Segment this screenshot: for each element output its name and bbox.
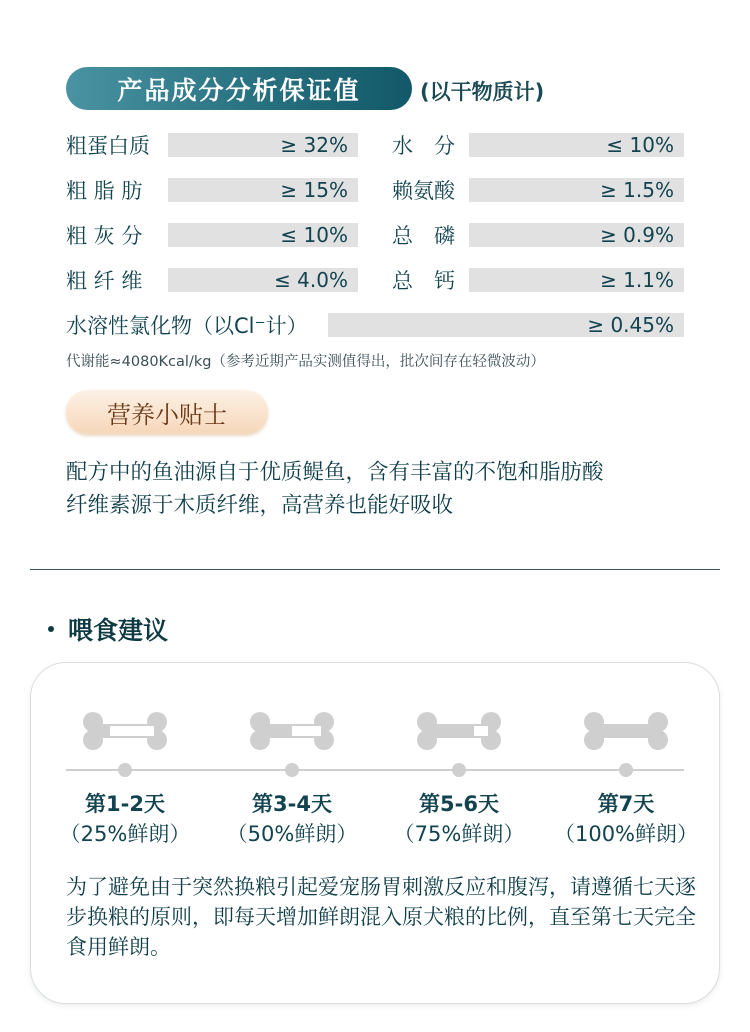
feeding-timeline — [66, 769, 684, 771]
stage-day-label: 第5-6天 — [419, 792, 499, 816]
nutrient-value: ≥ 1.5% — [469, 178, 684, 202]
nutrient-label: 赖氨酸 — [392, 179, 455, 203]
nutrient-label: 粗蛋白质 — [66, 134, 150, 158]
nutrient-phosphorus — [392, 222, 684, 248]
nutrient-crude-fiber — [66, 267, 358, 293]
stage-percent-label: （100%鲜朗） — [553, 822, 699, 846]
nutrient-label: 水溶性氯化物（以Cl⁻计） — [66, 314, 308, 338]
stage-day-label: 第1-2天 — [85, 792, 165, 816]
section-divider — [30, 569, 720, 570]
nutrient-value: ≥ 1.1% — [469, 268, 684, 292]
tips-line: 配方中的鱼油源自于优质鳀鱼，含有丰富的不饱和脂肪酸 — [66, 460, 604, 485]
nutrient-calcium — [392, 267, 684, 293]
feeding-title-text: 喂食建议 — [68, 616, 169, 645]
stage-percent-label: （50%鲜朗） — [226, 822, 358, 846]
nutrient-value: ≥ 15% — [168, 178, 358, 202]
nutrient-value: ≤ 4.0% — [168, 268, 358, 292]
nutrient-value: ≥ 0.9% — [469, 223, 684, 247]
bone-icon — [250, 712, 334, 750]
bone-icon — [83, 712, 167, 750]
bone-icon — [417, 712, 501, 750]
bone-icon — [584, 712, 668, 750]
nutrient-label: 粗 纤 维 — [66, 269, 143, 293]
nutrient-value: ≤ 10% — [469, 133, 684, 157]
nutrient-crude-protein — [66, 132, 358, 158]
tips-title: 营养小贴士 — [66, 390, 268, 434]
nutrient-label: 水 分 — [392, 134, 455, 158]
energy-note: 代谢能≈4080Kcal/kg（参考近期产品实测值得出，批次间存在轻微波动） — [66, 354, 545, 370]
nutrient-moisture — [392, 132, 684, 158]
nutrient-label: 总 磷 — [392, 224, 455, 248]
nutrient-crude-ash — [66, 222, 358, 248]
tips-line: 纤维素源于木质纤维，高营养也能好吸收 — [66, 493, 454, 518]
nutrient-value: ≥ 0.45% — [328, 313, 684, 337]
timeline-dot — [452, 763, 466, 777]
feeding-title — [48, 611, 168, 647]
stage-day-label: 第7天 — [597, 792, 655, 816]
analysis-title: 产品成分分析保证值 — [66, 67, 412, 110]
stage-day-label: 第3-4天 — [252, 792, 332, 816]
bullet-icon — [48, 626, 54, 632]
timeline-dot — [619, 763, 633, 777]
timeline-dot — [118, 763, 132, 777]
nutrient-value: ≥ 32% — [168, 133, 358, 157]
nutrient-value: ≤ 10% — [168, 223, 358, 247]
nutrient-lysine — [392, 177, 684, 203]
nutrient-chloride — [66, 312, 684, 338]
analysis-note: (以干物质计) — [420, 80, 545, 104]
nutrient-label: 粗 脂 肪 — [66, 179, 143, 203]
nutrient-label: 总 钙 — [392, 269, 455, 293]
timeline-dot — [285, 763, 299, 777]
stage-percent-label: （75%鲜朗） — [393, 822, 525, 846]
stage-percent-label: （25%鲜朗） — [59, 822, 191, 846]
feeding-description: 为了避免由于突然换粮引起爱宠肠胃刺激反应和腹泻，请遵循七天逐步换粮的原则，即每天增加鲜朗混入原犬粮的比例，直至第七天完全食用鲜朗。 — [66, 875, 696, 959]
nutrient-crude-fat — [66, 177, 358, 203]
tips-text — [66, 456, 604, 522]
nutrient-label: 粗 灰 分 — [66, 224, 143, 248]
